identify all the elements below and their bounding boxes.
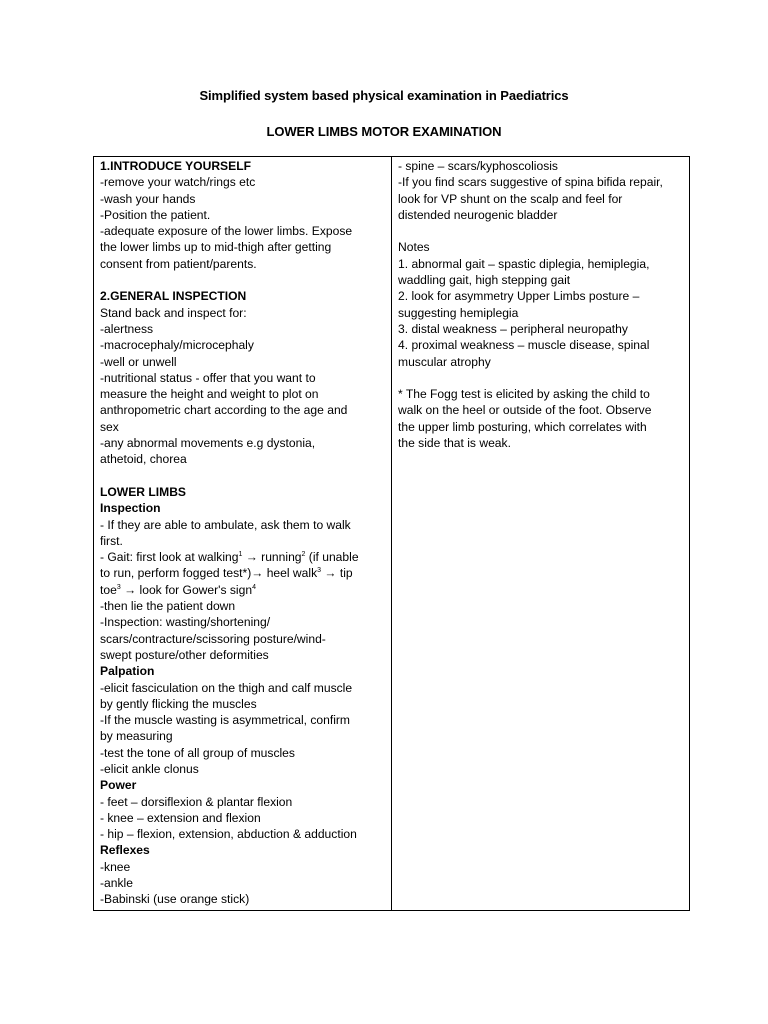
text-line: waddling gait, high stepping gait: [398, 273, 571, 288]
text-line: 3. distal weakness – peripheral neuropathy: [398, 321, 628, 336]
text-line: -If the muscle wasting is asymmetrical, confirm: [100, 713, 351, 728]
text-line: 2. look for asymmetry Upper Limbs posture –: [398, 289, 640, 304]
intro-heading: 1.INTRODUCE YOURSELF: [100, 159, 251, 173]
text-line: -If you find scars suggestive of spina bifida repair,: [398, 175, 663, 190]
text-line: -wash your hands: [100, 191, 196, 206]
text-line: by measuring: [100, 729, 173, 744]
general-inspection-list: [100, 305, 385, 468]
fogg-test-note: [398, 386, 683, 451]
text-line: -elicit fasciculation on the thigh and calf muscle: [100, 680, 353, 695]
text-line: -knee: [100, 859, 131, 874]
text-line: -remove your watch/rings etc: [100, 175, 256, 190]
text-line: -alertness: [100, 321, 154, 336]
text-line: 1. abnormal gait – spastic diplegia, hemiplegia,: [398, 256, 650, 271]
palpation-list: [100, 680, 385, 778]
text-line: -ankle: [100, 876, 133, 891]
reflexes-heading: Reflexes: [100, 843, 150, 858]
text-line: -elicit ankle clonus: [100, 761, 199, 776]
text-line: -well or unwell: [100, 354, 177, 369]
text-line: suggesting hemiplegia: [398, 305, 519, 320]
text-line: -Position the patient.: [100, 207, 211, 222]
text-line: walk on the heel or outside of the foot. Observe: [398, 403, 652, 418]
text-line: - If they are able to ambulate, ask them to walk: [100, 517, 351, 532]
text-line: the side that is weak.: [398, 436, 511, 451]
text-line: scars/contracture/scissoring posture/wind-: [100, 631, 326, 646]
intro-list: [100, 174, 385, 272]
text-line: * The Fogg test is elicited by asking the child to: [398, 387, 650, 402]
text-line: distended neurogenic bladder: [398, 207, 558, 222]
text-line: first.: [100, 533, 123, 548]
exam-table: [93, 156, 690, 911]
text-line: -Babinski (use orange stick): [100, 892, 250, 907]
text-line: -nutritional status - offer that you want to: [100, 370, 316, 385]
text-line: -adequate exposure of the lower limbs. Expose: [100, 224, 353, 239]
right-column: [392, 157, 690, 911]
text-line: Stand back and inspect for:: [100, 305, 247, 320]
document-title: Simplified system based physical examination in Paediatrics: [199, 88, 569, 103]
text-line: -any abnormal movements e.g dystonia,: [100, 436, 316, 451]
text-line: consent from patient/parents.: [100, 256, 257, 271]
text-line: swept posture/other deformities: [100, 647, 269, 662]
palpation-heading: Palpation: [100, 664, 155, 679]
text-line: - feet – dorsiflexion & plantar flexion: [100, 794, 293, 809]
power-list: [100, 794, 385, 843]
inspection-heading: Inspection: [100, 501, 161, 516]
section-title: LOWER LIMBS MOTOR EXAMINATION: [266, 124, 502, 139]
spine-list: [398, 158, 683, 223]
inspection-list-a: [100, 517, 385, 550]
lower-limbs-heading: LOWER LIMBS: [100, 484, 186, 499]
text-line: the lower limbs up to mid-thigh after getting: [100, 240, 332, 255]
text-line: anthropometric chart according to the age and: [100, 403, 348, 418]
text-line: 4. proximal weakness – muscle disease, spinal: [398, 338, 650, 353]
inspection-list-b: [100, 598, 385, 663]
text-line: - hip – flexion, extension, abduction & adduction: [100, 827, 357, 842]
text-line: - knee – extension and flexion: [100, 810, 261, 825]
general-inspection-heading: 2.GENERAL INSPECTION: [100, 289, 247, 304]
text-line: muscular atrophy: [398, 354, 491, 369]
text-line: measure the height and weight to plot on: [100, 387, 319, 402]
left-column: [94, 157, 392, 911]
text-line: the upper limb posturing, which correlates with: [398, 419, 647, 434]
text-line: -macrocephaly/microcephaly: [100, 338, 254, 353]
text-line: -Inspection: wasting/shortening/: [100, 615, 271, 630]
gait-line-3: toe$^3$ → look for Gower's sign$^4$: [100, 582, 256, 597]
text-line: -test the tone of all group of muscles: [100, 745, 295, 760]
power-heading: Power: [100, 778, 137, 793]
text-line: by gently flicking the muscles: [100, 696, 257, 711]
gait-line-1: - Gait: first look at walking$^1$ → running$^2$ (if unable: [100, 550, 359, 565]
text-line: - spine – scars/kyphoscoliosis: [398, 159, 558, 173]
notes-heading: Notes: [398, 240, 430, 255]
text-line: athetoid, chorea: [100, 452, 187, 467]
gait-line-2: to run, perform fogged test*)→ heel walk$^3$ → tip: [100, 566, 353, 581]
text-line: look for VP shunt on the scalp and feel for: [398, 191, 623, 206]
notes-list: [398, 256, 683, 370]
text-line: -then lie the patient down: [100, 599, 236, 614]
reflexes-list: [100, 859, 385, 908]
text-line: sex: [100, 419, 119, 434]
